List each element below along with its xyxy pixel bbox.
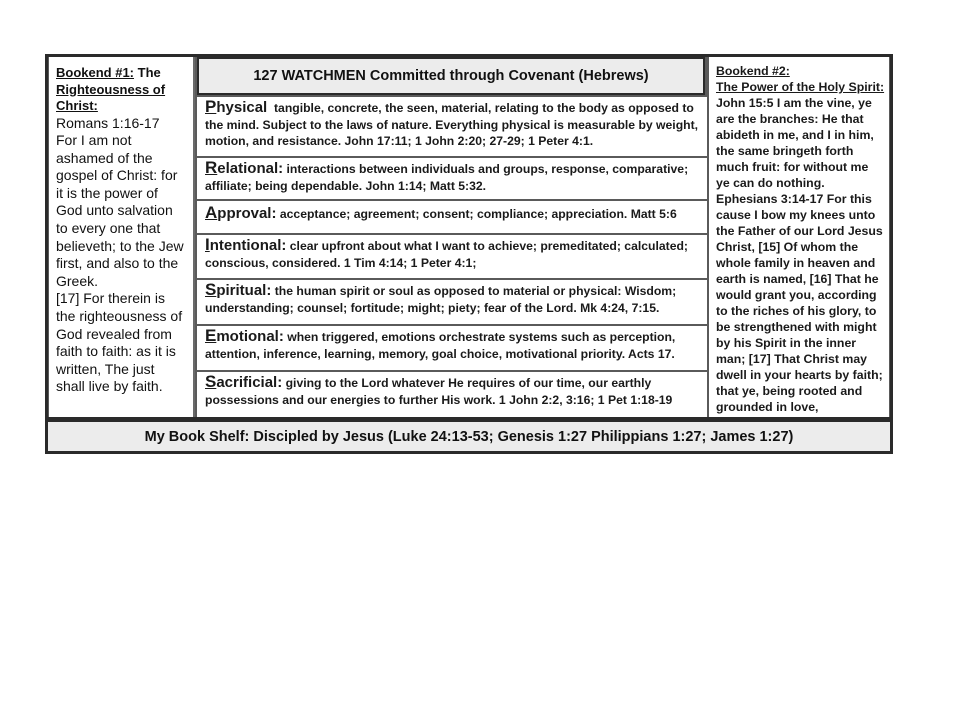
bookend-1-text: For I am not ashamed of the gospel of Christ: for it is the power of God unto salvation to every one that believeth; to the Jew first, and also to the Greek. [56,132,184,289]
bookend-1-reference: Romans 1:16-17 [56,114,160,131]
bookend-2-text: John 15:5 I am the vine, ye are the branches: He that abideth in me, and I in him, the same bringeth forth much fruit: for without me ye can do nothing. Ephesians 3:14-17 For this cause I bow my knees unto the Father of our Lord Jesus Christ, [15] Of whom the whole family in heaven and earth is named, [16] That he would grant you, according to the riches of his glory, to be strengthened with might by his Spirit in the inner man; [17] That Christ may dwell in your hearts by faith; that ye, being rooted and grounded in love, [716,96,883,414]
bookend-2-heading: The Power of the Holy Spirit: [716,80,885,94]
book-shelf-footer: My Book Shelf: Discipled by Jesus (Luke 24:13-53; Genesis 1:27 Philippians 1:27; James 1:27) [45,420,893,454]
worksheet-frame [45,54,893,454]
bookend-2-label: Bookend #2: [716,64,790,78]
row-physical: Physical tangible, concrete, the seen, material, relating to the body as opposed to the mind. Subject to the laws of nature. Everything physical is measurable by weight, motion, and resistance. John 17:11; 1 John 2:20; 27-29; 1 Peter 4:1. [197,97,707,156]
row-intentional: Intentional: clear upfront about what I want to achieve; premeditated; calculated; conscious, considered. 1 Tim 4:14; 1 Peter 4:1; [197,235,707,278]
row-approval: Approval: acceptance; agreement; consent; compliance; appreciation. Matt 5:6 [197,201,707,233]
page-title: 127 WATCHMEN Committed through Covenant (Hebrews) [197,57,705,95]
row-emotional: Emotional: when triggered, emotions orchestrate systems such as perception, attention, inference, learning, memory, goal choice, motivational priority. Acts 17. [197,326,707,370]
bookend-1-heading: Bookend #1: The Righteousness of Christ: [56,65,166,113]
row-spiritual: Spiritual: the human spirit or soul as opposed to material or physical: Wisdom; understanding; counsel; fortitude; might; piety; fear of the Lord. Mk 4:24, 7:15. [197,280,707,324]
bookend-1-text-2: [17] For therein is the righteousness of God revealed from faith to faith: as it is written, The just shall live by faith. [56,290,183,395]
row-relational: Relational: interactions between individuals and groups, response, comparative; affiliate; being dependable. John 1:14; Matt 5:32. [197,158,707,199]
row-sacrificial: Sacrificial: giving to the Lord whatever He requires of our time, our earthly possessions and our energies to further His work. 1 John 2:2, 3:16; 1 Pet 1:18-19 [197,372,707,417]
bookend-1-panel [49,57,195,417]
bookend-2-panel [709,57,889,417]
